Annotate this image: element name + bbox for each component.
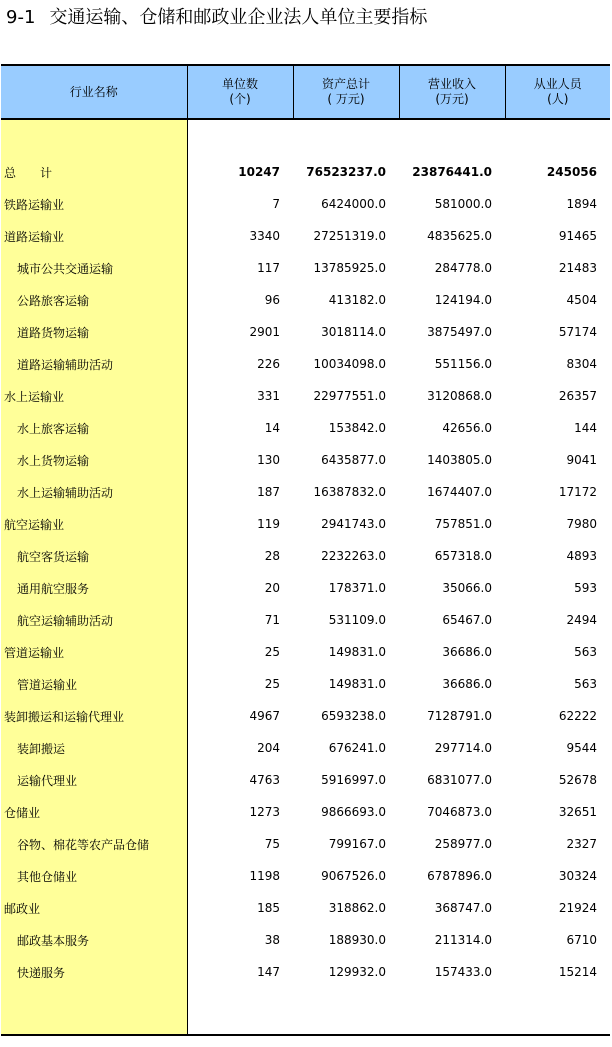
revenue-cell: 6831077.0 [427,773,492,787]
assets-cell: 16387832.0 [313,485,386,499]
table-row [1,924,610,956]
row-name: 谷物、棉花等农产品仓储 [1,828,187,860]
revenue-cell: 258977.0 [434,837,492,851]
units-cell: 25 [264,677,280,691]
employees-cell: 593 [574,581,597,595]
units-cell: 1273 [249,805,280,819]
revenue-cell: 657318.0 [434,549,492,563]
employees-cell: 21924 [558,901,597,915]
revenue-cell: 4835625.0 [427,229,492,243]
employees-cell: 7980 [566,517,597,531]
units-cell: 119 [257,517,280,531]
row-name: 水上运输辅助活动 [1,476,187,508]
table-row [1,540,610,572]
units-cell: 3340 [249,229,280,243]
employees-cell: 91465 [558,229,597,243]
units-cell: 20 [264,581,280,595]
employees-cell: 32651 [558,805,597,819]
assets-cell: 149831.0 [328,645,386,659]
table-row [1,892,610,924]
units-cell: 2901 [249,325,280,339]
header-employees: 从业人员 (人) [505,65,610,119]
employees-cell: 4504 [566,293,597,307]
employees-cell: 62222 [558,709,597,723]
units-cell: 4967 [249,709,280,723]
assets-cell: 318862.0 [328,901,386,915]
header-industry: 行业名称 [1,65,187,119]
spacer-row [1,119,610,156]
row-name: 公路旅客运输 [1,284,187,316]
row-name: 装卸搬运和运输代理业 [1,700,187,732]
units-cell: 147 [257,965,280,979]
row-name: 管道运输业 [1,636,187,668]
spacer-row [1,988,610,1035]
units-cell: 96 [264,293,280,307]
assets-cell: 27251319.0 [313,229,386,243]
table-row [1,252,610,284]
row-name: 水上运输业 [1,380,187,412]
table-title: 交通运输、仓储和邮政业企业法人单位主要指标 [49,7,428,28]
revenue-cell: 35066.0 [442,581,492,595]
header-units: 单位数 (个) [187,65,293,119]
table-row [1,828,610,860]
assets-cell: 413182.0 [328,293,386,307]
employees-cell: 144 [574,421,597,435]
units-cell: 130 [257,453,280,467]
units-cell: 28 [264,549,280,563]
revenue-cell: 124194.0 [434,293,492,307]
page-title [6,5,427,31]
table-row [1,764,610,796]
table-body [1,119,610,1035]
assets-cell: 6435877.0 [321,453,386,467]
employees-cell: 17172 [558,485,597,499]
assets-cell: 9866693.0 [321,805,386,819]
table-row [1,444,610,476]
assets-cell: 799167.0 [328,837,386,851]
assets-cell: 188930.0 [328,933,386,947]
assets-cell: 6424000.0 [321,197,386,211]
table-row [1,284,610,316]
revenue-cell: 6787896.0 [427,869,492,883]
table-row [1,348,610,380]
employees-cell: 563 [574,677,597,691]
table-row [1,860,610,892]
table-row [1,732,610,764]
revenue-cell: 7128791.0 [427,709,492,723]
units-cell: 1198 [249,869,280,883]
revenue-cell: 297714.0 [434,741,492,755]
table-row [1,700,610,732]
table-row [1,316,610,348]
row-name: 城市公共交通运输 [1,252,187,284]
row-name: 运输代理业 [1,764,187,796]
employees-cell: 4893 [566,549,597,563]
row-name: 道路运输业 [1,220,187,252]
units-cell: 204 [257,741,280,755]
table-row [1,476,610,508]
employees-cell: 9544 [566,741,597,755]
table-row [1,572,610,604]
units-cell: 7 [272,197,280,211]
units-cell: 226 [257,357,280,371]
assets-cell: 76523237.0 [306,165,386,179]
table-row [1,188,610,220]
employees-cell: 15214 [558,965,597,979]
revenue-cell: 157433.0 [434,965,492,979]
assets-cell: 153842.0 [328,421,386,435]
revenue-cell: 23876441.0 [412,165,492,179]
revenue-cell: 36686.0 [442,677,492,691]
revenue-cell: 42656.0 [442,421,492,435]
revenue-cell: 757851.0 [434,517,492,531]
revenue-cell: 284778.0 [434,261,492,275]
units-cell: 185 [257,901,280,915]
row-name: 总 计 [1,156,187,188]
table-row [1,220,610,252]
row-name: 管道运输业 [1,668,187,700]
employees-cell: 52678 [558,773,597,787]
units-cell: 117 [257,261,280,275]
row-name: 航空运输业 [1,508,187,540]
row-name: 仓储业 [1,796,187,828]
row-name: 航空客货运输 [1,540,187,572]
revenue-cell: 36686.0 [442,645,492,659]
employees-cell: 26357 [558,389,597,403]
units-cell: 75 [264,837,280,851]
revenue-cell: 551156.0 [434,357,492,371]
revenue-cell: 368747.0 [434,901,492,915]
assets-cell: 149831.0 [328,677,386,691]
row-name: 水上货物运输 [1,444,187,476]
assets-cell: 2232263.0 [321,549,386,563]
row-name: 邮政基本服务 [1,924,187,956]
assets-cell: 531109.0 [328,613,386,627]
revenue-cell: 3120868.0 [427,389,492,403]
assets-cell: 13785925.0 [313,261,386,275]
row-name: 道路运输辅助活动 [1,348,187,380]
assets-cell: 178371.0 [328,581,386,595]
table-row [1,636,610,668]
table-row [1,604,610,636]
assets-cell: 9067526.0 [321,869,386,883]
row-name: 快递服务 [1,956,187,988]
assets-cell: 2941743.0 [321,517,386,531]
employees-cell: 57174 [558,325,597,339]
employees-cell: 2327 [566,837,597,851]
units-cell: 71 [264,613,280,627]
employees-cell: 30324 [558,869,597,883]
row-name: 通用航空服务 [1,572,187,604]
units-cell: 14 [264,421,280,435]
employees-cell: 1894 [566,197,597,211]
table-row [1,412,610,444]
assets-cell: 6593238.0 [321,709,386,723]
assets-cell: 3018114.0 [321,325,386,339]
revenue-cell: 1403805.0 [427,453,492,467]
table-header [1,65,610,119]
table-number: 9-1 [6,7,36,28]
row-name: 道路货物运输 [1,316,187,348]
row-name: 水上旅客运输 [1,412,187,444]
units-cell: 4763 [249,773,280,787]
units-cell: 25 [264,645,280,659]
units-cell: 331 [257,389,280,403]
header-revenue: 营业收入 (万元) [399,65,505,119]
row-name: 航空运输辅助活动 [1,604,187,636]
assets-cell: 129932.0 [328,965,386,979]
indicator-table [1,64,610,1036]
total-row [1,156,610,188]
row-name: 装卸搬运 [1,732,187,764]
header-assets: 资产总计 ( 万元) [293,65,399,119]
employees-cell: 8304 [566,357,597,371]
employees-cell: 21483 [558,261,597,275]
assets-cell: 676241.0 [328,741,386,755]
table-row [1,380,610,412]
assets-cell: 5916997.0 [321,773,386,787]
revenue-cell: 1674407.0 [427,485,492,499]
table-row [1,956,610,988]
assets-cell: 22977551.0 [313,389,386,403]
assets-cell: 10034098.0 [313,357,386,371]
table-row [1,796,610,828]
row-name: 邮政业 [1,892,187,924]
row-name: 其他仓储业 [1,860,187,892]
row-name: 铁路运输业 [1,188,187,220]
table-row [1,668,610,700]
revenue-cell: 211314.0 [434,933,492,947]
units-cell: 10247 [238,165,280,179]
units-cell: 187 [257,485,280,499]
employees-cell: 2494 [566,613,597,627]
revenue-cell: 65467.0 [442,613,492,627]
employees-cell: 9041 [566,453,597,467]
employees-cell: 563 [574,645,597,659]
revenue-cell: 7046873.0 [427,805,492,819]
employees-cell: 245056 [546,165,597,179]
units-cell: 38 [264,933,280,947]
table-row [1,508,610,540]
revenue-cell: 581000.0 [434,197,492,211]
revenue-cell: 3875497.0 [427,325,492,339]
employees-cell: 6710 [566,933,597,947]
